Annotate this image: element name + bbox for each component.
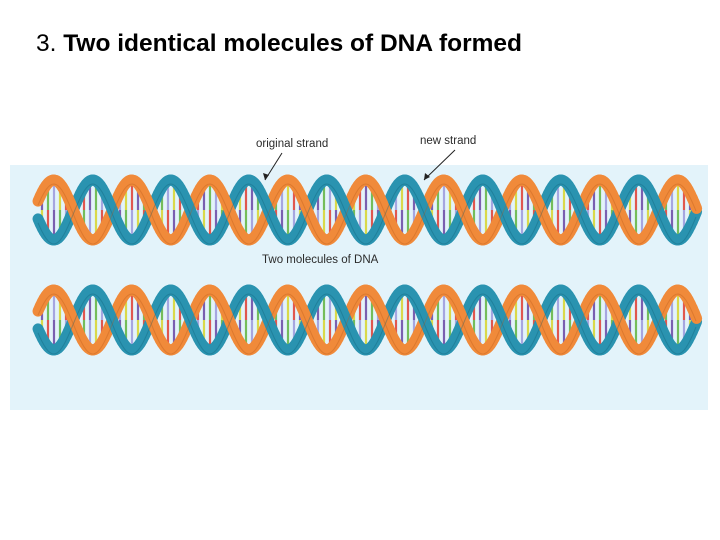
new-strand-label: new strand bbox=[420, 135, 477, 147]
dna-figure-panel bbox=[10, 165, 708, 410]
original-strand-label: original strand bbox=[256, 138, 329, 150]
two-molecules-caption: Two molecules of DNA bbox=[262, 254, 379, 266]
dna-illustration bbox=[10, 165, 708, 410]
slide-title-text: Two identical molecules of DNA formed bbox=[63, 30, 523, 57]
slide-title bbox=[36, 30, 522, 58]
slide-number: 3. bbox=[36, 30, 57, 57]
